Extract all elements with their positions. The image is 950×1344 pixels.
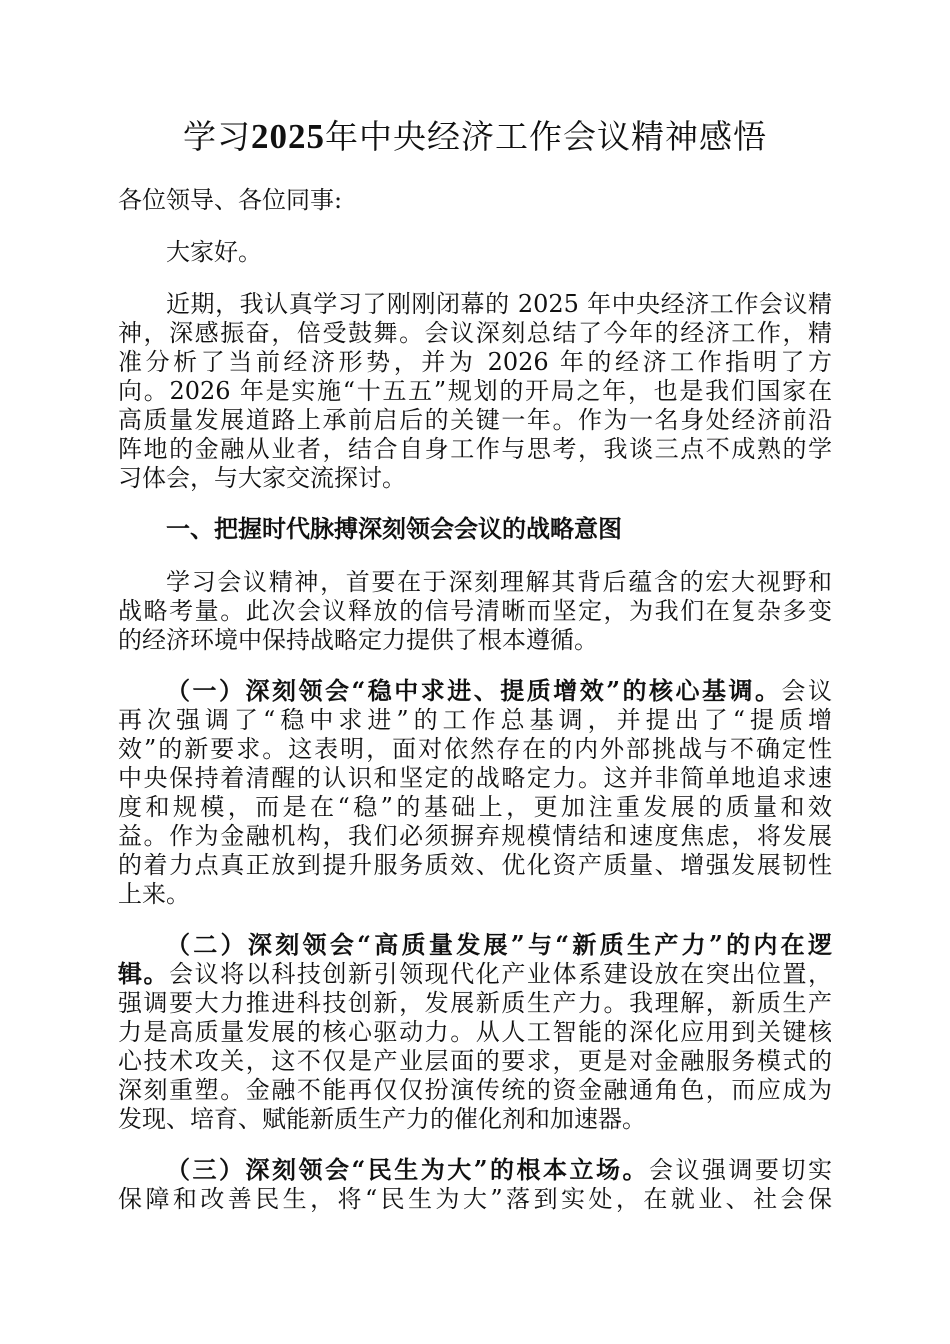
point1-line: 中央保持着清醒的认识和坚定的战略定力。这并非简单地追求速 xyxy=(118,764,832,792)
point3-lead: （三）深刻领会“民生为大”的根本立场。 xyxy=(166,1155,650,1184)
point1-line: 度和规模，而是在“稳”的基础上，更加注重发展的质量和效 xyxy=(118,793,832,821)
title-suffix: 年中央经济工作会议精神感悟 xyxy=(325,117,767,156)
section1-line: 战略考量。此次会议释放的信号清晰而坚定，为我们在复杂多变 xyxy=(118,597,832,625)
intro-line: 神，深感振奋，倍受鼓舞。会议深刻总结了今年的经济工作，精 xyxy=(118,319,832,347)
point2-first-line xyxy=(166,929,832,961)
salutation: 各位领导、各位同事: xyxy=(118,186,343,214)
section1-line: 的经济环境中保持战略定力提供了根本遵循。 xyxy=(118,626,598,654)
point1-first-rest: 会议 xyxy=(781,677,833,705)
point1-line: 效”的新要求。这表明，面对依然存在的内外部挑战与不确定性 xyxy=(118,735,832,763)
point1-line: 上来。 xyxy=(118,880,190,908)
intro-line: 向。2026 年是实施“十五五”规划的开局之年，也是我们国家在 xyxy=(118,377,832,405)
intro-line: 习体会，与大家交流探讨。 xyxy=(118,464,406,492)
document-title xyxy=(0,112,950,162)
point1-line: 益。作为金融机构，我们必须摒弃规模情结和速度焦虑，将发展 xyxy=(118,822,832,850)
point3-first-line xyxy=(166,1154,832,1186)
intro-line: 准分析了当前经济形势，并为 2026 年的经济工作指明了方 xyxy=(118,348,832,376)
point3-line: 保障和改善民生，将“民生为大”落到实处，在就业、社会保 xyxy=(118,1185,832,1213)
point2-second-rest: 会议将以科技创新引领现代化产业体系建设放在突出位置， xyxy=(169,960,833,988)
section-heading: 一、把握时代脉搏深刻领会会议的战略意图 xyxy=(166,514,622,543)
intro-line: 阵地的金融从业者，结合自身工作与思考，我谈三点不成熟的学 xyxy=(118,435,832,463)
section1-line: 学习会议精神，首要在于深刻理解其背后蕴含的宏大视野和 xyxy=(166,568,832,596)
point1-first-line xyxy=(166,675,832,707)
intro-line: 近期，我认真学习了刚刚闭幕的 2025 年中央经济工作会议精 xyxy=(166,290,832,318)
point2-lead-end: 辑。 xyxy=(118,959,170,988)
title-year: 2025 xyxy=(251,117,325,156)
title-prefix: 学习 xyxy=(183,117,251,156)
point1-line: 再次强调了“稳中求进”的工作总基调，并提出了“提质增 xyxy=(118,706,832,734)
intro-line: 高质量发展道路上承前启后的关键一年。作为一名身处经济前沿 xyxy=(118,406,832,434)
point2-line: 强调要大力推进科技创新，发展新质生产力。我理解，新质生产 xyxy=(118,989,832,1017)
point2-line: 心技术攻关，这不仅是产业层面的要求，更是对金融服务模式的 xyxy=(118,1047,832,1075)
point2-line: 力是高质量发展的核心驱动力。从人工智能的深化应用到关键核 xyxy=(118,1018,832,1046)
greeting: 大家好。 xyxy=(166,238,262,266)
point3-first-rest: 会议强调要切实 xyxy=(649,1156,833,1184)
point1-line: 的着力点真正放到提升服务质效、优化资产质量、增强发展韧性 xyxy=(118,851,832,879)
point1-lead: （一）深刻领会“稳中求进、提质增效”的核心基调。 xyxy=(166,676,782,705)
point2-line: 深刻重塑。金融不能再仅仅扮演传统的资金融通角色，而应成为 xyxy=(118,1076,832,1104)
point2-lead: （二）深刻领会“高质量发展”与“新质生产力”的内在逻 xyxy=(166,930,832,959)
point2-line: 发现、培育、赋能新质生产力的催化剂和加速器。 xyxy=(118,1105,646,1133)
point2-second-line xyxy=(118,958,832,990)
